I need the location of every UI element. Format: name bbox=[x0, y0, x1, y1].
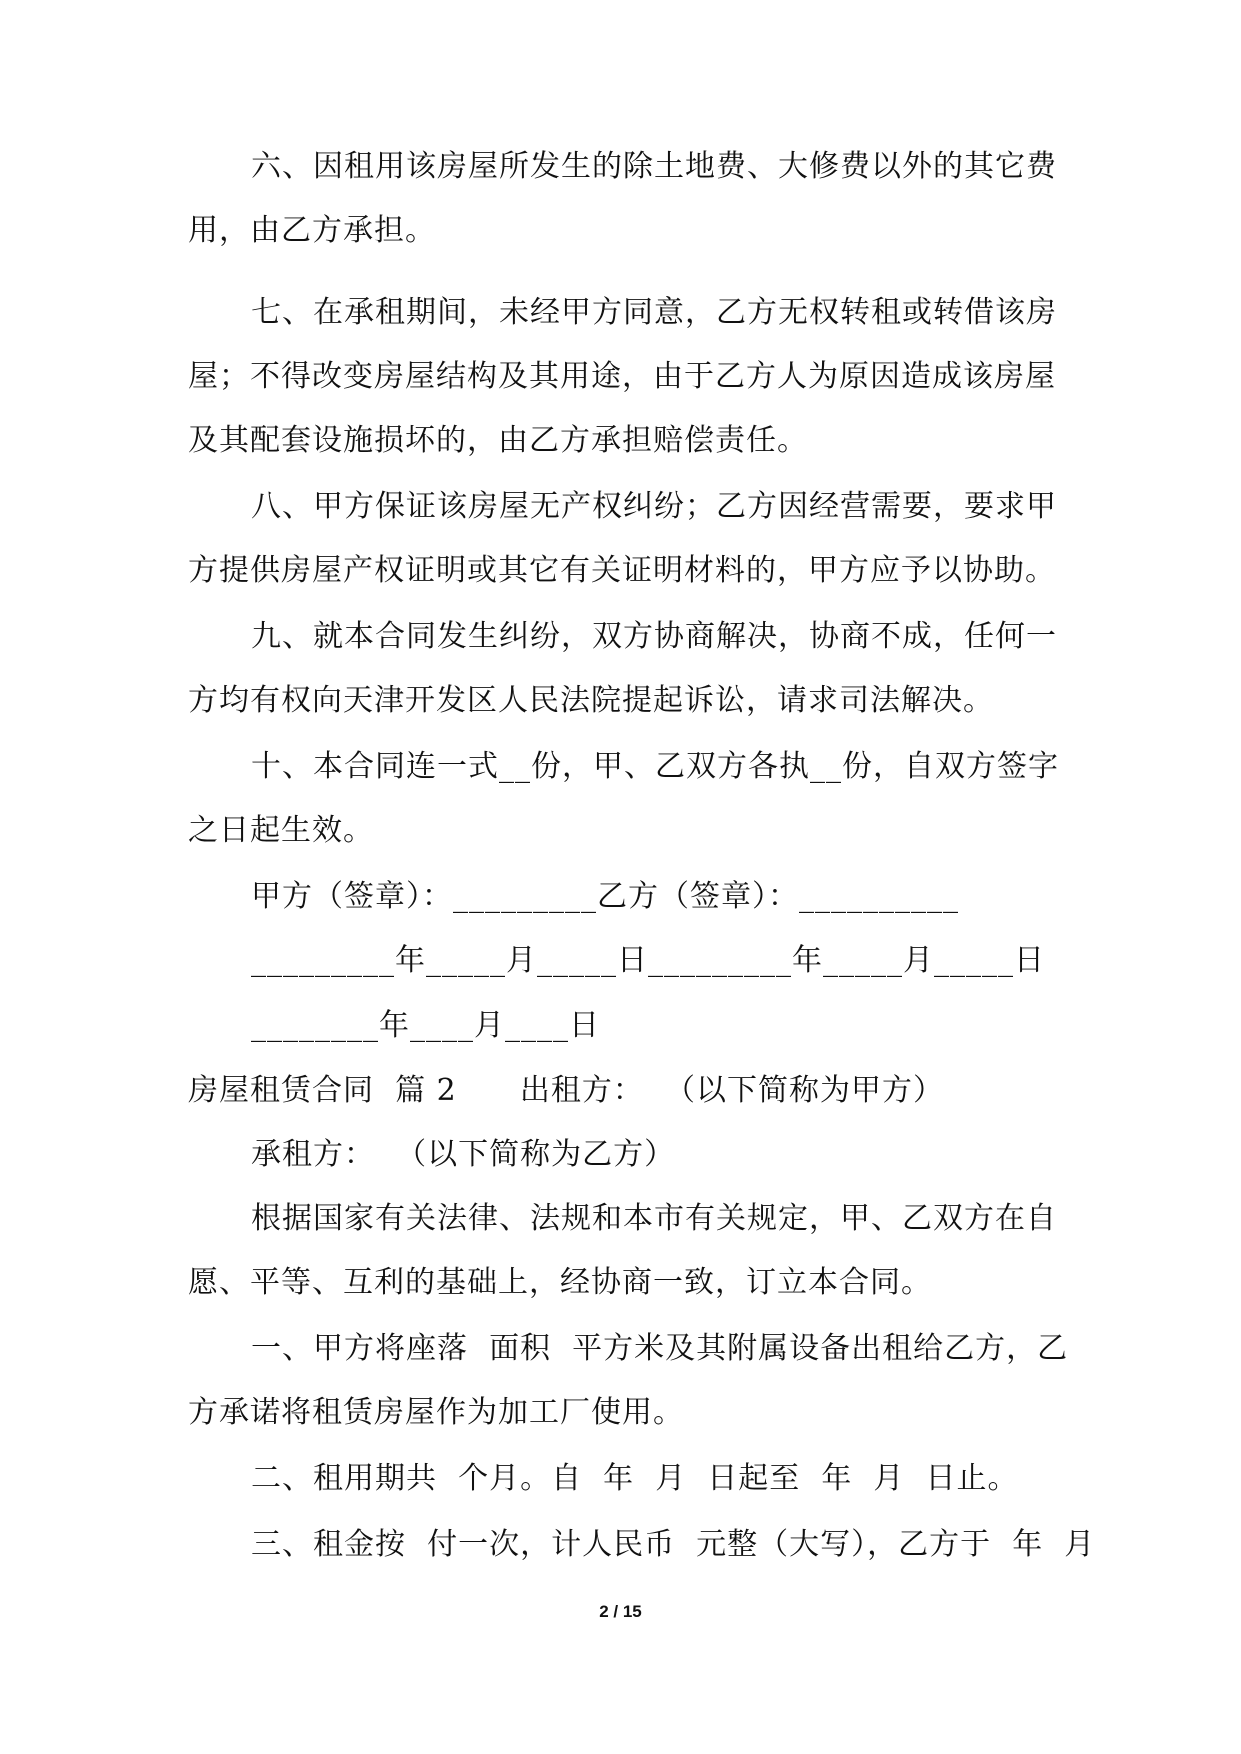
text-line: 十、本合同连一式__份，甲、乙双方各执__份，自双方签字 bbox=[251, 749, 1059, 784]
text-line: 九、就本合同发生纠纷，双方协商解决，协商不成，任何一 bbox=[251, 619, 1057, 654]
text-line: 一、甲方将座落 面积 平方米及其附属设备出租给乙方，乙 bbox=[251, 1331, 1069, 1366]
text-line: 方提供房屋产权证明或其它有关证明材料的，甲方应予以协助。 bbox=[188, 553, 1056, 588]
page-number: 2 / 15 bbox=[599, 1602, 642, 1621]
text-line: 之日起生效。 bbox=[188, 813, 374, 848]
section-heading: 房屋租赁合同 篇 2 出租方： （以下简称为甲方） bbox=[188, 1073, 944, 1108]
date-line: _________年_____月_____日_________年_____月_____日 bbox=[251, 943, 1045, 978]
text-line: 八、甲方保证该房屋无产权纠纷；乙方因经营需要，要求甲 bbox=[251, 489, 1057, 524]
date-line: ________年____月____日 bbox=[251, 1008, 600, 1043]
text-line: 二、租用期共 个月。自 年 月 日起至 年 月 日止。 bbox=[251, 1461, 1019, 1496]
text-line: 及其配套设施损坏的，由乙方承担赔偿责任。 bbox=[188, 423, 808, 458]
text-line: 七、在承租期间，未经甲方同意，乙方无权转租或转借该房 bbox=[251, 295, 1057, 330]
text-line: 方均有权向天津开发区人民法院提起诉讼，请求司法解决。 bbox=[188, 683, 994, 718]
text-line: 用，由乙方承担。 bbox=[188, 213, 436, 248]
text-line: 承租方： （以下简称为乙方） bbox=[251, 1137, 676, 1172]
text-line: 三、租金按 付一次，计人民币 元整（大写），乙方于 年 月 bbox=[251, 1527, 1096, 1562]
text-line: 根据国家有关法律、法规和本市有关规定，甲、乙双方在自 bbox=[251, 1201, 1057, 1236]
text-line: 方承诺将租赁房屋作为加工厂使用。 bbox=[188, 1395, 684, 1430]
text-line: 屋；不得改变房屋结构及其用途，由于乙方人为原因造成该房屋 bbox=[188, 359, 1056, 394]
signature-line: 甲方（签章）：_________乙方（签章）：__________ bbox=[251, 879, 959, 914]
text-line: 六、因租用该房屋所发生的除土地费、大修费以外的其它费 bbox=[251, 149, 1057, 184]
text-line: 愿、平等、互利的基础上，经协商一致，订立本合同。 bbox=[188, 1265, 932, 1300]
